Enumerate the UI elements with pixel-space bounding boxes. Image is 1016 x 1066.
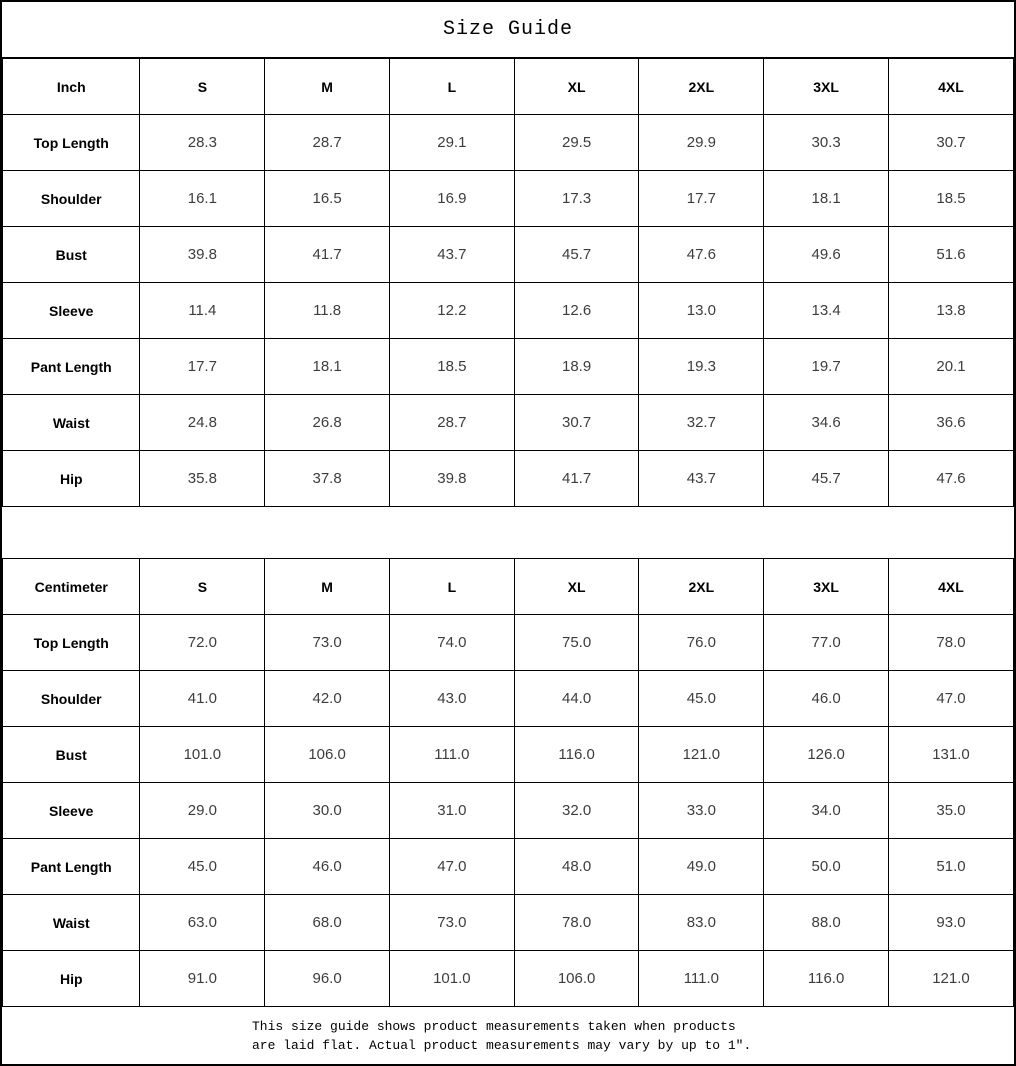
measurement-value-cell: 16.5 [265, 171, 390, 227]
disclaimer-line-2: are laid flat. Actual product measurements may vary by up to 1″. [252, 1037, 752, 1053]
table-row [3, 615, 1014, 671]
size-header-cell: 2XL [639, 559, 764, 615]
measurement-value-cell: 28.3 [140, 115, 265, 171]
measurement-value-cell: 36.6 [888, 395, 1013, 451]
measurement-value-cell: 29.0 [140, 783, 265, 839]
measurement-value-cell: 51.6 [888, 227, 1013, 283]
measurement-value-cell: 47.0 [888, 671, 1013, 727]
measurement-value-cell: 126.0 [764, 727, 889, 783]
measurement-value-cell: 11.4 [140, 283, 265, 339]
row-label-cell: Shoulder [3, 171, 140, 227]
measurement-value-cell: 13.4 [764, 283, 889, 339]
measurement-value-cell: 17.7 [140, 339, 265, 395]
measurement-value-cell: 47.6 [888, 451, 1013, 507]
measurement-value-cell: 18.5 [888, 171, 1013, 227]
row-label-cell: Waist [3, 395, 140, 451]
measurement-value-cell: 68.0 [265, 895, 390, 951]
measurement-value-cell: 41.0 [140, 671, 265, 727]
unit-label-cell: Centimeter [3, 559, 140, 615]
row-label-cell: Bust [3, 727, 140, 783]
measurement-disclaimer [2, 1017, 751, 1055]
measurement-value-cell: 29.5 [514, 115, 639, 171]
size-header-cell: M [265, 59, 390, 115]
measurement-value-cell: 101.0 [389, 951, 514, 1007]
measurement-value-cell: 39.8 [140, 227, 265, 283]
measurement-value-cell: 34.6 [764, 395, 889, 451]
measurement-value-cell: 45.7 [764, 451, 889, 507]
row-label-cell: Top Length [3, 615, 140, 671]
measurement-value-cell: 41.7 [514, 451, 639, 507]
measurement-value-cell: 17.3 [514, 171, 639, 227]
measurement-value-cell: 24.8 [140, 395, 265, 451]
row-label-cell: Pant Length [3, 339, 140, 395]
table-row [3, 839, 1014, 895]
measurement-value-cell: 18.9 [514, 339, 639, 395]
measurement-value-cell: 43.7 [389, 227, 514, 283]
measurement-value-cell: 17.7 [639, 171, 764, 227]
measurement-value-cell: 41.7 [265, 227, 390, 283]
row-label-cell: Sleeve [3, 783, 140, 839]
measurement-value-cell: 19.7 [764, 339, 889, 395]
table-spacer [2, 507, 1014, 558]
measurement-value-cell: 111.0 [639, 951, 764, 1007]
measurement-value-cell: 37.8 [265, 451, 390, 507]
size-header-cell: 4XL [888, 59, 1013, 115]
row-label-cell: Hip [3, 951, 140, 1007]
table-row [3, 171, 1014, 227]
table-row [3, 115, 1014, 171]
row-label-cell: Pant Length [3, 839, 140, 895]
row-label-cell: Bust [3, 227, 140, 283]
measurement-value-cell: 18.5 [389, 339, 514, 395]
measurement-value-cell: 30.0 [265, 783, 390, 839]
measurement-value-cell: 18.1 [265, 339, 390, 395]
measurement-value-cell: 131.0 [888, 727, 1013, 783]
table-row [3, 783, 1014, 839]
measurement-value-cell: 12.2 [389, 283, 514, 339]
size-header-cell: 2XL [639, 59, 764, 115]
measurement-value-cell: 106.0 [514, 951, 639, 1007]
measurement-value-cell: 43.7 [639, 451, 764, 507]
measurement-value-cell: 72.0 [140, 615, 265, 671]
measurement-value-cell: 35.8 [140, 451, 265, 507]
measurement-value-cell: 50.0 [764, 839, 889, 895]
size-header-cell: XL [514, 59, 639, 115]
inch-size-table [2, 58, 1014, 507]
measurement-value-cell: 76.0 [639, 615, 764, 671]
measurement-value-cell: 31.0 [389, 783, 514, 839]
size-header-cell: 4XL [888, 559, 1013, 615]
measurement-value-cell: 46.0 [265, 839, 390, 895]
measurement-value-cell: 73.0 [265, 615, 390, 671]
measurement-value-cell: 101.0 [140, 727, 265, 783]
measurement-value-cell: 111.0 [389, 727, 514, 783]
unit-label-cell: Inch [3, 59, 140, 115]
measurement-value-cell: 28.7 [265, 115, 390, 171]
measurement-value-cell: 42.0 [265, 671, 390, 727]
measurement-value-cell: 45.7 [514, 227, 639, 283]
table-row [3, 895, 1014, 951]
disclaimer-line-1: This size guide shows product measurements taken when products [252, 1018, 736, 1034]
measurement-value-cell: 44.0 [514, 671, 639, 727]
table-row [3, 451, 1014, 507]
measurement-value-cell: 16.1 [140, 171, 265, 227]
measurement-value-cell: 48.0 [514, 839, 639, 895]
measurement-value-cell: 77.0 [764, 615, 889, 671]
measurement-value-cell: 28.7 [389, 395, 514, 451]
table-row [3, 227, 1014, 283]
measurement-value-cell: 19.3 [639, 339, 764, 395]
measurement-value-cell: 78.0 [514, 895, 639, 951]
measurement-value-cell: 63.0 [140, 895, 265, 951]
measurement-value-cell: 75.0 [514, 615, 639, 671]
table-row [3, 395, 1014, 451]
measurement-value-cell: 121.0 [888, 951, 1013, 1007]
measurement-value-cell: 35.0 [888, 783, 1013, 839]
measurement-value-cell: 26.8 [265, 395, 390, 451]
measurement-value-cell: 74.0 [389, 615, 514, 671]
centimeter-size-table [2, 558, 1014, 1007]
measurement-value-cell: 30.7 [514, 395, 639, 451]
size-header-cell: M [265, 559, 390, 615]
measurement-value-cell: 20.1 [888, 339, 1013, 395]
row-label-cell: Hip [3, 451, 140, 507]
measurement-value-cell: 13.8 [888, 283, 1013, 339]
measurement-value-cell: 106.0 [265, 727, 390, 783]
measurement-value-cell: 16.9 [389, 171, 514, 227]
measurement-value-cell: 18.1 [764, 171, 889, 227]
measurement-value-cell: 43.0 [389, 671, 514, 727]
measurement-value-cell: 32.0 [514, 783, 639, 839]
size-header-cell: L [389, 59, 514, 115]
table-row [3, 951, 1014, 1007]
row-label-cell: Waist [3, 895, 140, 951]
measurement-value-cell: 29.9 [639, 115, 764, 171]
measurement-value-cell: 30.3 [764, 115, 889, 171]
measurement-value-cell: 45.0 [140, 839, 265, 895]
size-header-row [3, 59, 1014, 115]
measurement-value-cell: 88.0 [764, 895, 889, 951]
title-row [2, 2, 1014, 58]
size-header-cell: S [140, 59, 265, 115]
table-row [3, 727, 1014, 783]
measurement-value-cell: 78.0 [888, 615, 1013, 671]
measurement-value-cell: 96.0 [265, 951, 390, 1007]
size-header-cell: L [389, 559, 514, 615]
size-header-cell: S [140, 559, 265, 615]
measurement-value-cell: 13.0 [639, 283, 764, 339]
measurement-value-cell: 34.0 [764, 783, 889, 839]
table-row [3, 671, 1014, 727]
size-header-cell: 3XL [764, 559, 889, 615]
measurement-value-cell: 47.6 [639, 227, 764, 283]
measurement-value-cell: 49.6 [764, 227, 889, 283]
size-header-cell: 3XL [764, 59, 889, 115]
measurement-value-cell: 116.0 [764, 951, 889, 1007]
measurement-value-cell: 39.8 [389, 451, 514, 507]
row-label-cell: Top Length [3, 115, 140, 171]
measurement-value-cell: 49.0 [639, 839, 764, 895]
measurement-value-cell: 11.8 [265, 283, 390, 339]
size-header-row [3, 559, 1014, 615]
measurement-value-cell: 32.7 [639, 395, 764, 451]
table-row [3, 339, 1014, 395]
footer-row [2, 1007, 1014, 1064]
measurement-value-cell: 51.0 [888, 839, 1013, 895]
page-title: Size Guide [442, 18, 574, 41]
measurement-value-cell: 12.6 [514, 283, 639, 339]
measurement-value-cell: 46.0 [764, 671, 889, 727]
row-label-cell: Shoulder [3, 671, 140, 727]
measurement-value-cell: 91.0 [140, 951, 265, 1007]
measurement-value-cell: 83.0 [639, 895, 764, 951]
measurement-value-cell: 121.0 [639, 727, 764, 783]
measurement-value-cell: 33.0 [639, 783, 764, 839]
measurement-value-cell: 93.0 [888, 895, 1013, 951]
measurement-value-cell: 47.0 [389, 839, 514, 895]
size-header-cell: XL [514, 559, 639, 615]
measurement-value-cell: 29.1 [389, 115, 514, 171]
row-label-cell: Sleeve [3, 283, 140, 339]
measurement-value-cell: 73.0 [389, 895, 514, 951]
measurement-value-cell: 116.0 [514, 727, 639, 783]
measurement-value-cell: 30.7 [888, 115, 1013, 171]
measurement-value-cell: 45.0 [639, 671, 764, 727]
table-row [3, 283, 1014, 339]
